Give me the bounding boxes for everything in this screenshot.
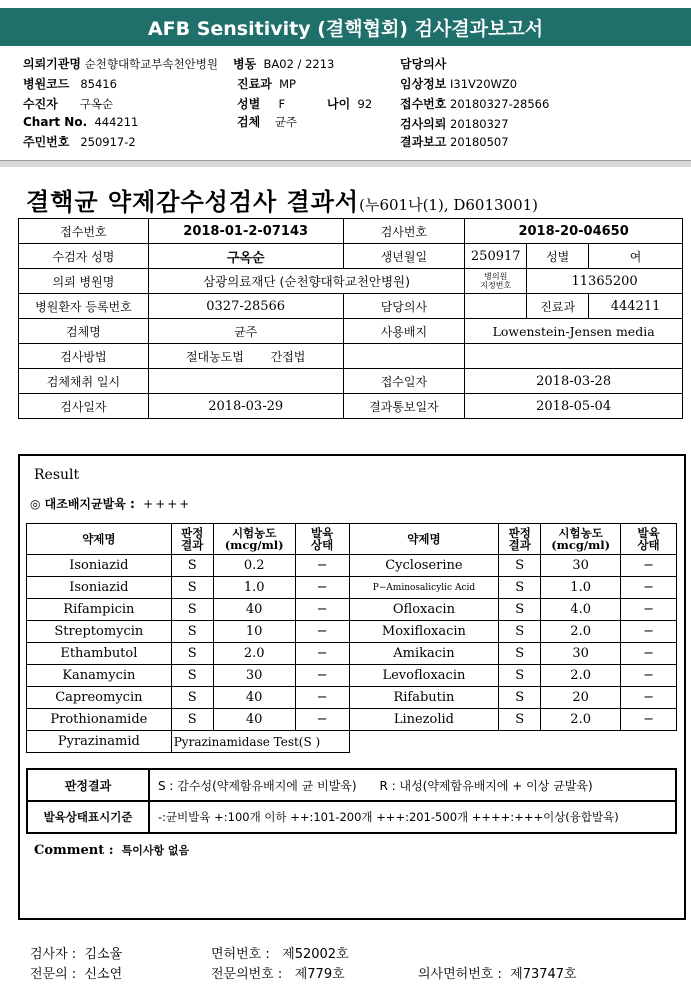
test-no-label: 검사번호 — [343, 219, 465, 244]
patient-name: 구옥순 — [148, 244, 343, 269]
specimen: 균주 — [148, 319, 343, 344]
info-specimen: 검체 균주 — [237, 115, 298, 129]
pza-drug: Pyrazinamid — [27, 731, 172, 753]
growth-legend: -:균비발육 +:100개 이하 ++:101-200개 +++:201-500개 ++++:+++이상(융합발육) — [149, 801, 676, 833]
report-header — [0, 8, 691, 46]
reg-label: 병원환자 등록번호 — [19, 294, 149, 319]
col-drug-right: 약제명 — [349, 524, 499, 555]
col-conc-right: 시험농도 (mcg/ml) — [541, 524, 621, 555]
doc-title-code: (누601나(1), D6013001) — [359, 196, 539, 214]
method-empty — [343, 344, 465, 369]
info-report: 결과보고 20180507 — [400, 135, 509, 149]
col-growth-left: 발육 상태 — [295, 524, 349, 555]
method-label: 검사방법 — [19, 344, 149, 369]
col-drug-left: 약제명 — [27, 524, 172, 555]
doctor-label: 담당의사 — [343, 294, 465, 319]
method: 절대농도법 간접법 — [148, 344, 343, 369]
info-age: 나이 92 — [327, 97, 373, 111]
notify: 2018-05-04 — [465, 394, 683, 419]
test-no: 2018-20-04650 — [465, 219, 683, 244]
table-row: Isoniazid S 1.0 − P−Aminosalicylic Acid S 1.0 − — [27, 577, 677, 599]
doc-title: 결핵균 약제감수성검사 결과서(누601나(1), D6013001) — [26, 187, 539, 216]
info-ward: 병동 BA02 / 2213 — [233, 57, 335, 71]
dept: 444211 — [589, 294, 683, 319]
table-row: Rifampicin S 40 − Ofloxacin S 4.0 − — [27, 599, 677, 621]
collect — [148, 369, 343, 394]
footer-doctor-license: 의사면허번호 : 제73747호 — [418, 967, 577, 982]
info-institution: 의뢰기관명 순천향대학교부속천안병원 — [23, 57, 218, 71]
hospital-no: 11365200 — [527, 269, 683, 294]
judge-legend-label: 판정결과 — [27, 769, 149, 801]
growth-legend-label: 발육상태표시기준 — [27, 801, 149, 833]
col-judge-left: 판정 결과 — [171, 524, 213, 555]
info-chart: Chart No. 444211 — [23, 115, 139, 129]
receipt-no-label: 접수번호 — [19, 219, 149, 244]
section-divider — [0, 160, 691, 167]
info-patient: 수진자 구옥순 — [23, 97, 114, 111]
receipt-no: 2018-01-2-07143 — [148, 219, 343, 244]
specimen-label: 검체명 — [19, 319, 149, 344]
hospital-label: 의뢰 병원명 — [19, 269, 149, 294]
patient-info-table — [18, 218, 683, 419]
table-row: Ethambutol S 2.0 − Amikacin S 30 − — [27, 643, 677, 665]
name-label: 수검자 성명 — [19, 244, 149, 269]
judge-legend: S : 감수성(약제함유배지에 균 비발육) R : 내성(약제함유배지에 + 이상 균발육) — [149, 769, 676, 801]
footer-specialist: 전문의 : 신소연 — [30, 967, 123, 982]
reg-no: 0327-28566 — [148, 294, 343, 319]
pza-result: Pyrazinamidase Test(S ) — [171, 731, 349, 753]
received: 2018-03-28 — [465, 369, 683, 394]
collect-label: 검체채취 일시 — [19, 369, 149, 394]
medium: Lowenstein-Jensen media — [465, 319, 683, 344]
info-receipt: 접수번호 20180327-28566 — [400, 97, 550, 111]
dept-label: 진료과 — [527, 294, 589, 319]
sensitivity-header — [27, 524, 677, 555]
footer-tester: 검사자 : 김소율 — [30, 947, 123, 962]
footer-license: 면허번호 : 제52002호 — [211, 947, 349, 962]
doctor — [465, 294, 527, 319]
info-sex: 성별 F — [237, 97, 286, 111]
medium-label: 사용배지 — [343, 319, 465, 344]
table-row: Streptomycin S 10 − Moxifloxacin S 2.0 − — [27, 621, 677, 643]
comment-label: Comment : — [34, 843, 114, 858]
col-conc-left: 시험농도 (mcg/ml) — [213, 524, 295, 555]
table-row: Prothionamide S 40 − Linezolid S 2.0 − — [27, 709, 677, 731]
table-row: Capreomycin S 40 − Rifabutin S 20 − — [27, 687, 677, 709]
footer-spec-license: 전문의번호 : 제779호 — [211, 967, 345, 982]
birth: 250917 — [465, 244, 527, 269]
comment — [34, 842, 189, 858]
hospital-no-label: 병의원 지정번호 — [465, 269, 527, 294]
birth-label: 생년월일 — [343, 244, 465, 269]
result-title: Result — [34, 467, 80, 483]
table-row: Kanamycin S 30 − Levofloxacin S 2.0 − — [27, 665, 677, 687]
info-rrn: 주민번호 250917-2 — [23, 135, 136, 149]
hospital: 삼광의료재단 (순천향대학교천안병원) — [148, 269, 464, 294]
info-request: 검사의뢰 20180327 — [400, 117, 509, 131]
sensitivity-table — [26, 523, 677, 753]
test-date: 2018-03-29 — [148, 394, 343, 419]
col-growth-right: 발육 상태 — [621, 524, 677, 555]
info-hospital-code: 병원코드 85416 — [23, 77, 117, 91]
info-dept: 진료과 MP — [237, 77, 296, 91]
table-row-pyrazinamid — [27, 731, 677, 753]
col-judge-right: 판정 결과 — [499, 524, 541, 555]
sex: 여 — [589, 244, 683, 269]
info-clinical: 임상정보 I31V20WZ0 — [400, 77, 518, 91]
sex-label: 성별 — [527, 244, 589, 269]
legend-table — [26, 768, 677, 834]
method-empty-2 — [465, 344, 683, 369]
culture-growth: ◎ 대조배지균발육 : ++++ — [30, 497, 192, 511]
received-label: 접수일자 — [343, 369, 465, 394]
report-header-title: AFB Sensitivity (결핵협회) 검사결과보고서 — [147, 17, 544, 40]
table-row: Isoniazid S 0.2 − Cycloserine S 30 − — [27, 555, 677, 577]
notify-label: 결과통보일자 — [343, 394, 465, 419]
info-doctor: 담당의사 — [400, 57, 447, 71]
comment-text: 특이사항 없음 — [121, 844, 190, 857]
culture-growth-value: ++++ — [143, 497, 192, 511]
test-date-label: 검사일자 — [19, 394, 149, 419]
